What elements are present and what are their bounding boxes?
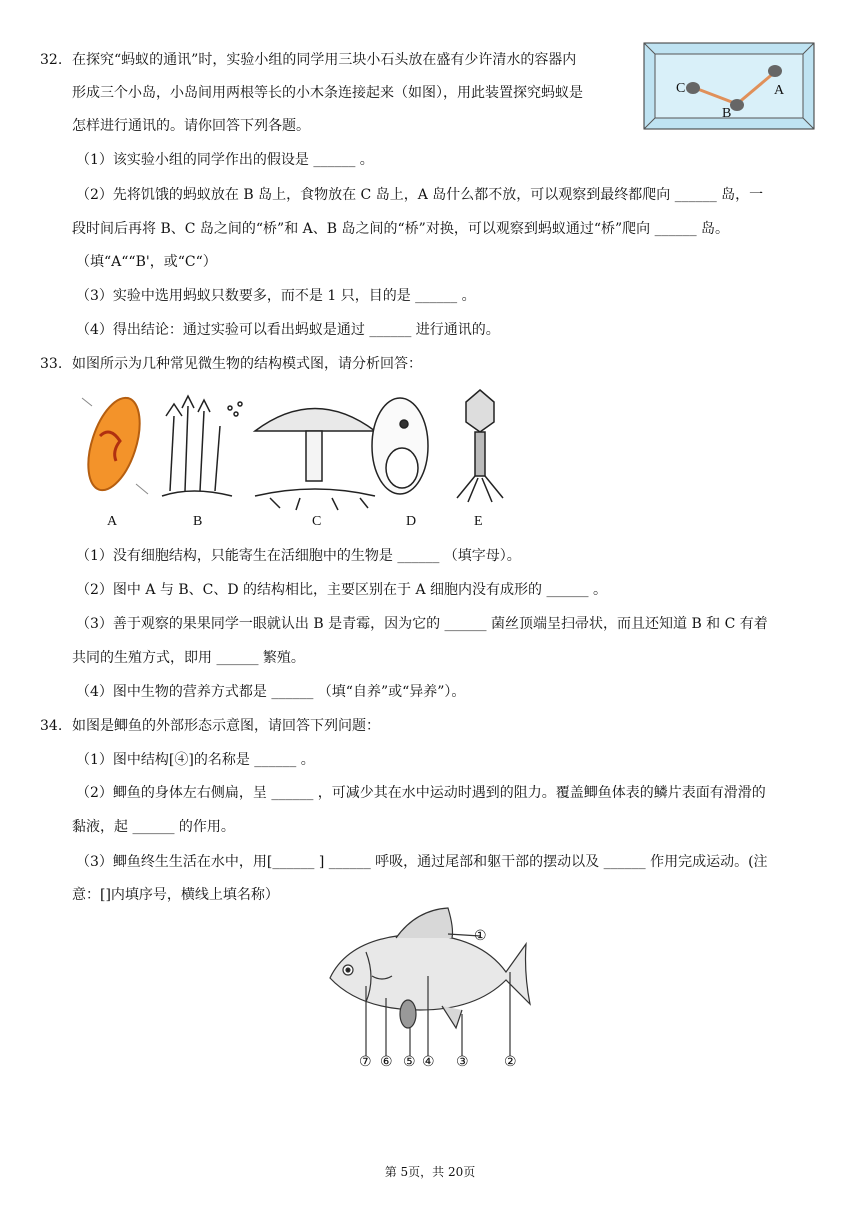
island-label-c: C — [676, 81, 686, 96]
island-label-b: B — [722, 106, 732, 121]
question-33-sub-3b: 共同的生殖方式，即用 ______ 繁殖。 — [72, 650, 305, 666]
question-32-line-1: 在探究“蚂蚁的通讯”时，实验小组的同学用三块小石头放在盛有少许清水的容器内 — [72, 52, 577, 68]
fish-label-5: ⑤ — [403, 1055, 416, 1070]
micro-label-e: E — [474, 514, 483, 529]
fish-label-6: ⑥ — [380, 1055, 393, 1070]
question-34-sub-2b: 黏液，起 ______ 的作用。 — [72, 819, 235, 835]
question-32-sub-2b: 段时间后再将 B、C 岛之间的“桥”和 A、B 岛之间的“桥”对换，可以观察到蚂蚁通过“桥”爬向 ______ 岛。 — [72, 221, 730, 237]
question-33-number: 33. — [40, 356, 63, 372]
question-34-stem: 如图是鲫鱼的外部形态示意图，请回答下列问题： — [72, 718, 380, 734]
question-32-sub-1: （1）该实验小组的同学作出的假设是 ______ 。 — [76, 152, 374, 168]
fish-label-3: ③ — [456, 1055, 469, 1070]
page-footer: 第 5页，共 20页 — [384, 1165, 476, 1179]
bacteriophage-image — [457, 390, 503, 502]
fish-image — [330, 908, 530, 1056]
question-32-sub-2a: （2）先将饥饿的蚂蚁放在 B 岛上，食物放在 C 岛上，A 岛什么都不放，可以观察到最终都爬向 ______ 岛，一 — [76, 187, 764, 203]
question-34-sub-2a: （2）鲫鱼的身体左右侧扁，呈 ______ ，可减少其在水中运动时遇到的阻力。覆盖鲫鱼体表的鳞片表面有滑滑的 — [76, 785, 766, 801]
question-34-sub-1: （1）图中结构[④]的名称是 ______ 。 — [76, 752, 315, 768]
question-33-sub-2: （2）图中 A 与 B、C、D 的结构相比，主要区别在于 A 细胞内没有成形的 ______ 。 — [76, 582, 607, 598]
yeast-image — [372, 398, 428, 494]
question-32-number: 32. — [40, 52, 63, 68]
question-34-sub-3b: 意：[]内填序号，横线上填名称） — [72, 887, 279, 903]
question-33-sub-4: （4）图中生物的营养方式都是 ______ （填“自养”或“异养”）。 — [76, 684, 466, 700]
question-33-sub-1: （1）没有细胞结构，只能寄生在活细胞中的生物是 ______ （填字母）。 — [76, 548, 521, 564]
micro-label-d: D — [406, 514, 417, 529]
mushroom-image — [255, 409, 375, 511]
question-32-sub-4: （4）得出结论：通过实验可以看出蚂蚁是通过 ______ 进行通讯的。 — [76, 322, 500, 338]
micro-label-b: B — [193, 514, 203, 529]
micro-label-a: A — [107, 514, 118, 529]
fish-label-2: ② — [504, 1055, 517, 1070]
question-34-sub-3a: （3）鲫鱼终生生活在水中，用[______ ] ______ 呼吸，通过尾部和躯干部的摆动以及 ______ 作用完成运动。(注 — [76, 854, 768, 870]
question-33-stem: 如图所示为几种常见微生物的结构模式图，请分析回答： — [72, 356, 422, 372]
crucian-carp-figure — [322, 906, 536, 1074]
bacterium-image — [78, 392, 150, 497]
fish-label-7: ⑦ — [359, 1055, 372, 1070]
question-32-line-2: 形成三个小岛，小岛间用两根等长的小木条连接起来（如图），用此装置探究蚂蚁是 — [72, 85, 583, 101]
question-33-sub-3a: （3）善于观察的果果同学一眼就认出 B 是青霉，因为它的 ______ 菌丝顶端呈扫帚状，而且还知道 B 和 C 有着 — [76, 616, 768, 632]
question-34-number: 34. — [40, 718, 63, 734]
island-label-a: A — [774, 83, 785, 98]
question-32-sub-2c: （填“A““B'，或“C“） — [76, 254, 217, 270]
question-32-sub-3: （3）实验中选用蚂蚁只数要多，而不是 1 只，目的是 ______ 。 — [76, 288, 476, 304]
ant-island-figure — [643, 42, 815, 130]
micro-label-c: C — [312, 514, 322, 529]
microorganisms-figure — [70, 386, 510, 532]
fish-label-4: ④ — [422, 1055, 435, 1070]
fish-label-1: ① — [474, 929, 487, 944]
penicillium-image — [162, 396, 242, 496]
question-32-line-3: 怎样进行通讯的。请你回答下列各题。 — [72, 118, 310, 134]
